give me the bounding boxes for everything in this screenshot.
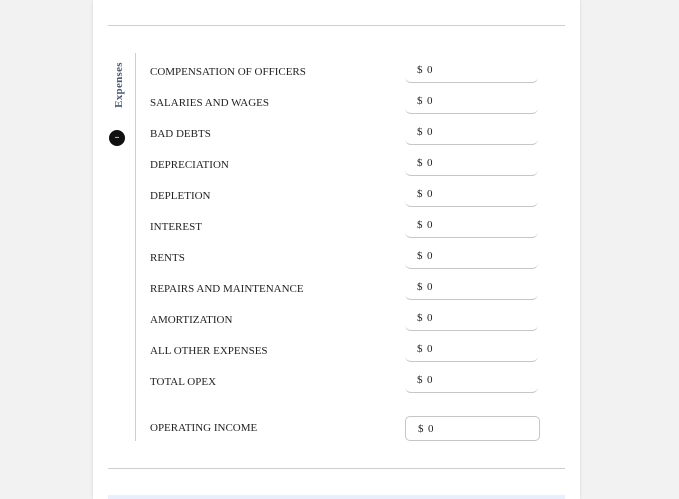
rents-input[interactable] <box>405 246 538 269</box>
currency-symbol: $ <box>417 374 423 386</box>
currency-symbol: $ <box>417 281 423 293</box>
row-label: RENTS <box>150 252 185 264</box>
row-amortization <box>150 308 550 332</box>
field-value: 0 <box>427 250 433 262</box>
row-repairs-and-maintenance <box>150 277 550 301</box>
field-value: 0 <box>428 423 434 435</box>
row-rents <box>150 246 550 270</box>
field-value: 0 <box>427 188 433 200</box>
row-label: INTEREST <box>150 221 202 233</box>
currency-symbol: $ <box>417 250 423 262</box>
total-opex-input[interactable] <box>405 370 538 393</box>
row-salaries-and-wages <box>150 91 550 115</box>
field-value: 0 <box>427 343 433 355</box>
repairs-and-maintenance-input[interactable] <box>405 277 538 300</box>
field-value: 0 <box>427 95 433 107</box>
currency-symbol: $ <box>417 126 423 138</box>
salaries-and-wages-input[interactable] <box>405 91 538 114</box>
field-value: 0 <box>427 64 433 76</box>
row-compensation-of-officers <box>150 60 550 84</box>
row-bad-debts <box>150 122 550 146</box>
section-sidebar <box>108 53 136 441</box>
currency-symbol: $ <box>417 188 423 200</box>
row-label: COMPENSATION OF OFFICERS <box>150 66 306 78</box>
currency-symbol: $ <box>418 423 424 435</box>
bad-debts-input[interactable] <box>405 122 538 145</box>
compensation-of-officers-input[interactable] <box>405 60 538 83</box>
row-depletion <box>150 184 550 208</box>
operating-income-input[interactable] <box>405 416 540 441</box>
field-value: 0 <box>427 312 433 324</box>
field-value: 0 <box>427 219 433 231</box>
collapse-toggle-icon[interactable]: – <box>109 130 125 146</box>
currency-symbol: $ <box>417 64 423 76</box>
currency-symbol: $ <box>417 219 423 231</box>
bottom-divider <box>108 468 565 469</box>
all-other-expenses-input[interactable] <box>405 339 538 362</box>
row-label: SALARIES AND WAGES <box>150 97 269 109</box>
depletion-input[interactable] <box>405 184 538 207</box>
expenses-card <box>93 0 580 499</box>
next-section-edge <box>108 495 565 499</box>
row-label: REPAIRS AND MAINTENANCE <box>150 283 304 295</box>
top-divider <box>108 25 565 26</box>
section-title: Expenses <box>113 62 125 108</box>
row-label: TOTAL OPEX <box>150 376 217 388</box>
field-value: 0 <box>427 281 433 293</box>
currency-symbol: $ <box>417 343 423 355</box>
depreciation-input[interactable] <box>405 153 538 176</box>
amortization-input[interactable] <box>405 308 538 331</box>
currency-symbol: $ <box>417 95 423 107</box>
row-label: OPERATING INCOME <box>150 422 258 434</box>
interest-input[interactable] <box>405 215 538 238</box>
field-value: 0 <box>427 126 433 138</box>
row-label: ALL OTHER EXPENSES <box>150 345 268 357</box>
row-total-opex <box>150 370 550 394</box>
currency-symbol: $ <box>417 312 423 324</box>
row-depreciation <box>150 153 550 177</box>
currency-symbol: $ <box>417 157 423 169</box>
row-all-other-expenses <box>150 339 550 363</box>
row-label: BAD DEBTS <box>150 128 211 140</box>
field-value: 0 <box>427 374 433 386</box>
row-label: DEPLETION <box>150 190 211 202</box>
row-operating-income <box>150 416 550 440</box>
row-label: AMORTIZATION <box>150 314 233 326</box>
row-label: DEPRECIATION <box>150 159 229 171</box>
field-value: 0 <box>427 157 433 169</box>
row-interest <box>150 215 550 239</box>
